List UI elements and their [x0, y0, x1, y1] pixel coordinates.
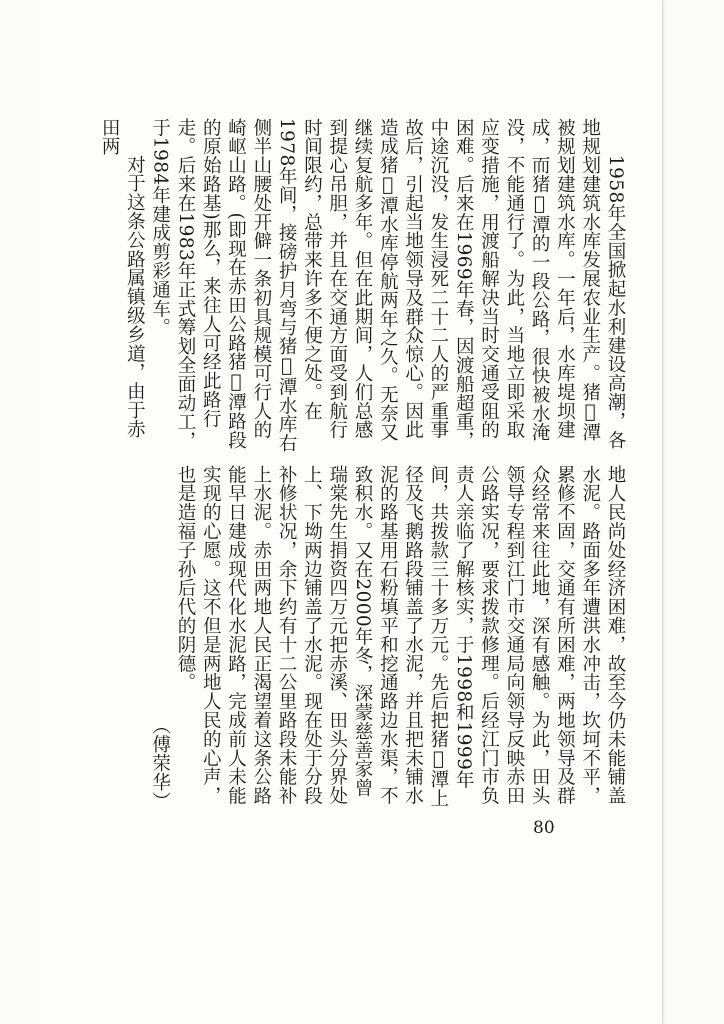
author-signature: （傅荣华） [149, 715, 171, 810]
book-page [34, 0, 663, 1024]
lower-text-block [149, 465, 628, 810]
upper-text-block [99, 118, 628, 453]
page-number: 80 [533, 818, 555, 838]
paragraph: 对于这条公路属镇级乡道，由于赤田两 [99, 118, 146, 439]
paragraph: 地人民尚处经济困难，故至今仍未能铺盖水泥。路面多年遭洪水冲击，坎坷不平，累修不固，交通有所困难，两地领导及群众经常来往此地，深有感触。为此，田头领导专程到江门市交通局向领导反映赤田公路实况，要求拨款修理。后经江门市负责人亲临了解核实，于1998和1999年间，共拨款三十多万元。先后把猪𤅭潭上径及飞鹅路段铺盖了水泥，并且把未铺水泥的路基用石粉填平和挖通路边水渠，不致积水。又在2000年冬，深蒙慈善家曾瑞棠先生捐资四万元把赤溪、田头分界处上、下坳两边铺盖了水泥。现在处于分段补修状况，余下约有十二公里路段未能补上水泥。赤田两地人民正渴望着这条公路能早日建成现代化水泥路，完成前人未能实现的心愿。这不但是两地人民的心声，也是造福子孙后代的阴德。 [174, 465, 626, 808]
paragraph: 1958年全国掀起水利建设高潮，各地规划建筑水库发展农业生产。猪𤅭潭被规划建筑水库。一年后，水库堤坝建成，而猪𤅭潭的一段公路，很快被水淹没，不能通行了。为此，当地立即采取应变措施，用渡船解决当时交通受阻的困难。后来在1969年春，因渡船超重，中途沉没，发生浸死二十二人的严重事故后，引起当地领导及群众惊心。因此造成猪𤅭潭水库停航两年之久。无奈又继续复航多年。但在此期间，人们总感到提心吊胆，并且在交通方面受到航行时间限约，总带来许多不便之处。在1978年间，接磅护月弯与猪𤅭潭水库右侧半山腰处开僻一条初具规模可行人的崎岖山路。(即现在赤田公路猪𤅭潭路段的原始路基)那么，来往人可经此路行走。后来在1983年正式筹划全面动工，于1984年建成剪彩通车。 [149, 118, 626, 453]
